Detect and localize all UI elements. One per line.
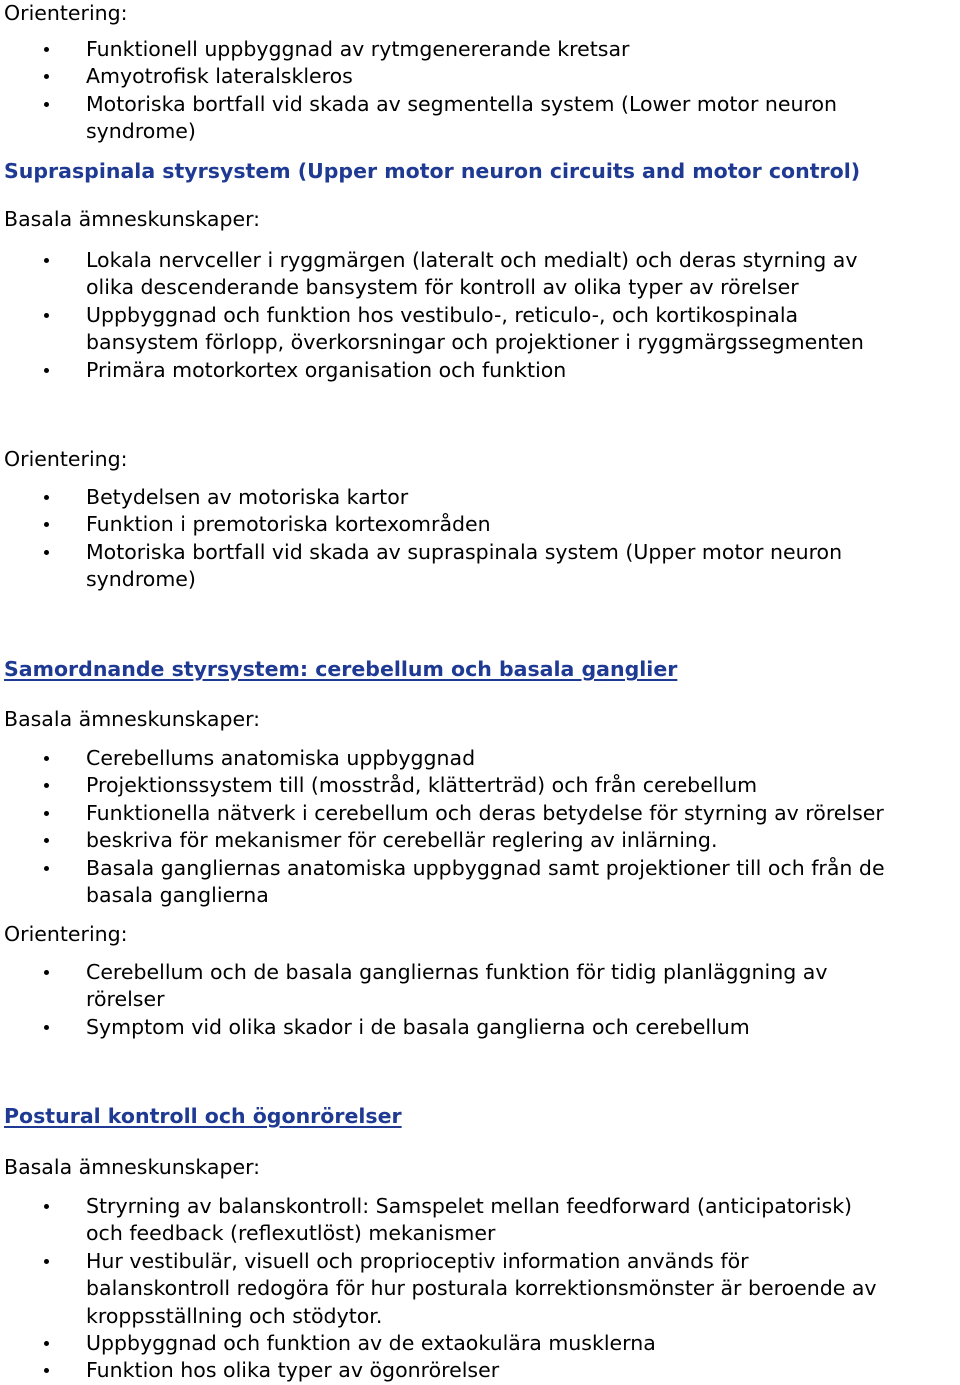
list-item: [0, 511, 842, 538]
section-heading: Postural kontroll och ögonrörelser: [4, 1104, 402, 1128]
bullet-icon: [44, 783, 49, 788]
bullet-icon: [44, 47, 49, 52]
bullet-icon: [44, 1259, 49, 1264]
list-item: [0, 36, 837, 63]
list-item-text: Lokala nervceller i ryggmärgen (lateralt och medialt) och deras styrning av olika descenderande bansystem för kontroll av olika typer av rörelser: [86, 248, 858, 300]
list-item: [0, 959, 827, 1014]
list-item-text: Funktionella nätverk i cerebellum och deras betydelse för styrning av rörelser: [86, 800, 884, 825]
list-item: [0, 772, 885, 799]
list-item: [0, 1193, 877, 1248]
bullet-icon: [44, 368, 49, 373]
list-item: [0, 247, 864, 302]
list-item: [0, 1357, 877, 1384]
bullet-icon: [44, 522, 49, 527]
list-item-text: Symptom vid olika skador i de basala ganglierna och cerebellum: [86, 1014, 750, 1039]
orientering-list: [0, 36, 837, 146]
list-item: [0, 800, 885, 827]
bullet-icon: [44, 838, 49, 843]
list-item: [0, 357, 864, 384]
orientering-label: Orientering:: [4, 447, 128, 471]
list-item: [0, 539, 842, 594]
orientering-list: [0, 484, 842, 594]
list-item: [0, 63, 837, 90]
list-item: [0, 1014, 827, 1041]
bullet-icon: [44, 550, 49, 555]
bullet-icon: [44, 1341, 49, 1346]
list-item: [0, 745, 885, 772]
list-item: [0, 302, 864, 357]
bullet-icon: [44, 313, 49, 318]
bullet-icon: [44, 811, 49, 816]
list-item-text: Funktion hos olika typer av ögonrörelser: [86, 1358, 500, 1383]
list-item-text: Cerebellums anatomiska uppbyggnad: [86, 746, 476, 770]
list-item-text: Funktionell uppbyggnad av rytmgenererande kretsar: [86, 37, 630, 61]
bullet-icon: [44, 1025, 49, 1030]
basala-label: Basala ämneskunskaper:: [4, 1155, 261, 1179]
section-heading: Samordnande styrsystem: cerebellum och basala ganglier: [4, 657, 678, 681]
basala-list: [0, 247, 864, 384]
list-item-text: Funktion i premotoriska kortexområden: [86, 512, 491, 537]
list-item: [0, 1330, 877, 1357]
list-item-text: Uppbyggnad och funktion av de extaokulära musklerna: [86, 1331, 656, 1356]
orientering-label: Orientering:: [4, 1, 128, 25]
list-item: [0, 1248, 877, 1330]
list-item-text: Cerebellum och de basala gangliernas funktion för tidig planläggning av rörelser: [86, 960, 828, 1012]
section-heading: Supraspinala styrsystem (Upper motor neuron circuits and motor control): [4, 159, 861, 183]
list-item-text: Motoriska bortfall vid skada av segmentella system (Lower motor neuron syndrome): [86, 91, 838, 144]
bullet-icon: [44, 866, 49, 871]
basala-label: Basala ämneskunskaper:: [4, 207, 261, 231]
list-item-text: Primära motorkortex organisation och funktion: [86, 357, 567, 382]
list-item-text: Hur vestibulär, visuell och proprioceptiv information används för balanskontroll redogöra för hur posturala korrektionsmönster är beroende av kroppsställning och stödytor.: [86, 1248, 877, 1328]
list-item-text: Stryrning av balanskontroll: Samspelet mellan feedforward (anticipatorisk) och feedback (reflexutlöst) mekanismer: [86, 1194, 853, 1246]
basala-label: Basala ämneskunskaper:: [4, 707, 261, 731]
bullet-icon: [44, 495, 49, 500]
bullet-icon: [44, 74, 49, 79]
bullet-icon: [44, 756, 49, 761]
list-item-text: Basala gangliernas anatomiska uppbyggnad samt projektioner till och från de basala ganglierna: [86, 855, 885, 908]
list-item: [0, 827, 885, 854]
list-item-text: beskriva för mekanismer för cerebellär reglering av inlärning.: [86, 828, 718, 853]
list-item-text: Amyotrofisk lateralskleros: [86, 64, 353, 89]
list-item: [0, 91, 837, 146]
list-item-text: Betydelsen av motoriska kartor: [86, 485, 409, 509]
bullet-icon: [44, 258, 49, 263]
basala-list: [0, 1193, 877, 1385]
basala-list: [0, 745, 885, 909]
list-item-text: Projektionssystem till (mosstråd, klätterträd) och från cerebellum: [86, 773, 758, 798]
list-item-text: Motoriska bortfall vid skada av supraspinala system (Upper motor neuron syndrome): [86, 539, 843, 592]
list-item: [0, 855, 885, 910]
list-item: [0, 484, 842, 511]
bullet-icon: [44, 1204, 49, 1209]
orientering-label: Orientering:: [4, 922, 128, 946]
list-item-text: Uppbyggnad och funktion hos vestibulo-, reticulo-, och kortikospinala bansystem förlopp, överkorsningar och projektioner i ryggmärgssegmenten: [86, 302, 864, 355]
bullet-icon: [44, 970, 49, 975]
orientering-list: [0, 959, 827, 1041]
bullet-icon: [44, 1368, 49, 1373]
bullet-icon: [44, 102, 49, 107]
